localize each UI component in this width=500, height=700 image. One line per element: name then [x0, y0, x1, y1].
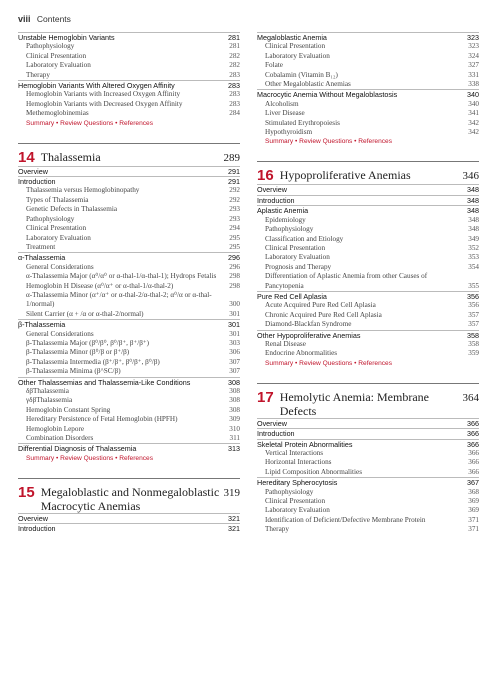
- entry-page: 348: [467, 206, 479, 216]
- entry-title: Silent Carrier (α + /α or α-thal-2/normal): [26, 309, 144, 318]
- toc-subentry[interactable]: [257, 468, 479, 477]
- toc-subentry[interactable]: [257, 497, 479, 506]
- chapter-page: 364: [462, 391, 479, 404]
- entry-title: Liver Disease: [265, 109, 305, 118]
- entry-page: 291: [228, 166, 240, 176]
- entry-title: β-Thalassemia: [18, 320, 66, 330]
- entry-page: 300: [229, 300, 240, 309]
- entry-page: 366: [467, 429, 479, 439]
- entry-title: Unstable Hemoglobin Variants: [18, 33, 115, 42]
- entry-page: 283: [229, 99, 240, 108]
- entry-title: α-Thalassemia Minor (α⁺/α⁺ or α-thal-2/α-thal-2; α⁰/α or α-thal-1/normal): [26, 290, 212, 309]
- toc-subentry[interactable]: [18, 348, 240, 357]
- entry-page: 349: [468, 234, 479, 243]
- toc-heading-entry[interactable]: [257, 291, 479, 301]
- toc-subentry[interactable]: [18, 224, 240, 233]
- entry-title: Therapy: [26, 70, 50, 79]
- toc-subentry[interactable]: [257, 119, 479, 128]
- toc-subentry[interactable]: [257, 235, 479, 244]
- chapter-heading[interactable]: [18, 478, 240, 513]
- entry-title: Classification and Etiology: [265, 234, 344, 243]
- entry-title: Epidemiology: [265, 215, 306, 224]
- entry-title: Renal Disease: [265, 339, 306, 348]
- entry-title: Laboratory Evaluation: [26, 61, 91, 70]
- entry-title: Introduction: [18, 177, 56, 187]
- entry-page: 295: [229, 233, 240, 242]
- entry-page: 367: [467, 478, 479, 488]
- entry-page: 327: [468, 61, 479, 70]
- entry-page: 298: [229, 272, 240, 281]
- toc-subentry[interactable]: [257, 320, 479, 329]
- entry-title: Hypothyroidism: [265, 128, 313, 137]
- toc-heading-entry[interactable]: [257, 418, 479, 428]
- entry-page: 369: [468, 497, 479, 506]
- section-gap: [18, 129, 240, 135]
- entry-page: 366: [467, 439, 479, 449]
- toc-subentry[interactable]: [257, 506, 479, 515]
- entry-title: Treatment: [26, 242, 56, 251]
- chapter-number: 16: [257, 167, 274, 185]
- entry-page: 282: [229, 51, 240, 60]
- entry-title: Laboratory Evaluation: [265, 253, 330, 262]
- entry-page: 308: [228, 377, 240, 387]
- entry-page: 359: [468, 349, 479, 358]
- toc-heading-entry[interactable]: [257, 477, 479, 487]
- toc-subentry[interactable]: [257, 109, 479, 118]
- entry-title: α-Thalassemia: [18, 253, 66, 263]
- chapter-page: 289: [223, 151, 240, 164]
- toc-heading-entry[interactable]: [18, 32, 240, 42]
- entry-page: 310: [229, 424, 240, 433]
- entry-page: 348: [467, 185, 479, 195]
- chapter-section: [257, 383, 479, 535]
- chapter-section: [18, 143, 240, 464]
- entry-page: 342: [468, 128, 479, 137]
- toc-subentry[interactable]: [257, 253, 479, 262]
- entry-page: 321: [228, 513, 240, 523]
- toc-subentry[interactable]: [257, 272, 479, 291]
- entry-title: β-Thalassemia Minor (β⁰/β or β⁺/β): [26, 348, 130, 357]
- toc-subentry[interactable]: [18, 358, 240, 367]
- section-gap: [257, 369, 479, 375]
- toc-subentry[interactable]: [257, 311, 479, 320]
- entry-title: Diamond-Blackfan Syndrome: [265, 320, 352, 329]
- entry-page: 366: [468, 449, 479, 457]
- entry-title: Hereditary Spherocytosis: [257, 478, 338, 488]
- chapter-section: [257, 161, 479, 368]
- toc-heading-entry[interactable]: [18, 319, 240, 329]
- entry-title: Overview: [18, 166, 48, 176]
- toc-heading-entry[interactable]: [18, 80, 240, 90]
- entry-title: Combination Disorders: [26, 434, 94, 443]
- toc-subentry[interactable]: [18, 100, 240, 109]
- entry-page: 283: [229, 90, 240, 99]
- chapter-heading[interactable]: [257, 161, 479, 184]
- toc-subentry[interactable]: [18, 339, 240, 348]
- chapter-section: [18, 478, 240, 534]
- entry-page: 348: [468, 225, 479, 234]
- entry-page: 358: [467, 330, 479, 340]
- chapter-title: Hemolytic Anemia: Membrane Defects: [279, 389, 429, 418]
- entry-page: 281: [228, 33, 240, 42]
- chapter-title: Thalassemia: [40, 149, 101, 164]
- entry-title: Pathophysiology: [26, 42, 75, 51]
- toc-subentry[interactable]: [18, 186, 240, 195]
- toc-subentry[interactable]: [257, 458, 479, 467]
- entry-page: 283: [229, 70, 240, 79]
- chapter-page: 319: [223, 486, 240, 499]
- toc-subentry[interactable]: [257, 128, 479, 137]
- entry-title: Vertical Interactions: [265, 449, 324, 457]
- entry-title: Horizontal Interactions: [265, 458, 332, 467]
- toc-subentry[interactable]: [18, 205, 240, 214]
- entry-page: 340: [467, 90, 479, 100]
- entry-title: Pathophysiology: [26, 214, 75, 223]
- entry-title: Macrocytic Anemia Without Megaloblastosis: [257, 90, 398, 100]
- entry-title: Other Thalassemias and Thalassemia-Like Conditions: [18, 377, 191, 387]
- entry-title: β-Thalassemia Major (β⁰/β⁰, β⁰/β⁺, β⁺/β⁺): [26, 338, 150, 347]
- toc-subentry[interactable]: [18, 310, 240, 319]
- toc-subentry[interactable]: [257, 449, 479, 458]
- toc-heading-entry[interactable]: [257, 428, 479, 438]
- entry-title: Lipid Composition Abnormalities: [265, 467, 363, 476]
- chapter-title: Hypoproliferative Anemias: [279, 168, 411, 183]
- section-gap: [18, 464, 240, 470]
- toc-subentry[interactable]: [18, 243, 240, 252]
- toc-subentry[interactable]: [257, 263, 479, 272]
- toc-subentry[interactable]: [18, 396, 240, 405]
- toc-subentry[interactable]: [18, 330, 240, 339]
- entry-title: Folate: [265, 61, 283, 70]
- toc-subentry[interactable]: [18, 367, 240, 376]
- entry-title: Introduction: [18, 524, 56, 534]
- entry-page: 293: [229, 214, 240, 223]
- entry-page: 311: [229, 434, 240, 443]
- entry-page: 369: [468, 506, 479, 515]
- entry-title: Identification of Deficient/Defective Membrane Protein: [265, 515, 426, 524]
- toc-heading-entry[interactable]: [257, 330, 479, 340]
- entry-title: Overview: [257, 418, 287, 428]
- toc-heading-entry[interactable]: [257, 195, 479, 205]
- toc-heading-entry[interactable]: [257, 205, 479, 215]
- entry-page: 323: [468, 42, 479, 51]
- entry-title: Types of Thalassemia: [26, 195, 89, 204]
- chapter-number: 14: [18, 148, 35, 166]
- toc-subentry[interactable]: [257, 216, 479, 225]
- toc-heading-entry[interactable]: [18, 252, 240, 262]
- entry-title: Stimulated Erythropoiesis: [265, 118, 340, 127]
- entry-page: 298: [229, 281, 240, 290]
- toc-subentry[interactable]: [257, 61, 479, 70]
- entry-page: 292: [229, 186, 240, 195]
- toc-subentry[interactable]: [257, 525, 479, 534]
- toc-subentry[interactable]: [257, 488, 479, 497]
- toc-subentry[interactable]: [18, 71, 240, 80]
- entry-title: Megaloblastic Anemia: [257, 33, 327, 42]
- entry-title: Hemoglobin Variants with Decreased Oxygen Affinity: [26, 99, 183, 108]
- entry-title: Acute Acquired Pure Red Cell Aplasia: [265, 301, 376, 310]
- toc-column-left: [18, 32, 240, 534]
- entry-title: General Considerations: [26, 329, 94, 338]
- entry-title: Introduction: [257, 195, 295, 205]
- entry-title: Prognosis and Therapy: [265, 262, 332, 271]
- entry-title: Introduction: [257, 429, 295, 439]
- entry-page: 296: [229, 262, 240, 271]
- entry-page: 353: [468, 253, 479, 262]
- entry-title: Other Megaloblastic Anemias: [265, 80, 351, 89]
- entry-page: 340: [468, 99, 479, 108]
- toc-subentry[interactable]: [18, 52, 240, 61]
- entry-title: β-Thalassemia Intermedia (β⁺/β⁺, β⁰/β⁺, β⁰/β): [26, 357, 160, 366]
- entry-title: Clinical Presentation: [265, 497, 326, 506]
- toc-heading-entry[interactable]: [18, 377, 240, 387]
- entry-title: Overview: [257, 185, 287, 195]
- entry-title: Methemoglobinemias: [26, 109, 89, 118]
- entry-page: 371: [468, 515, 479, 524]
- entry-page: 348: [468, 215, 479, 224]
- entry-page: 307: [229, 357, 240, 366]
- chapter-page: 346: [462, 170, 479, 183]
- toc-heading-entry[interactable]: [18, 166, 240, 176]
- entry-title: Laboratory Evaluation: [265, 506, 330, 515]
- entry-page: 356: [468, 301, 479, 310]
- entry-page: 303: [229, 338, 240, 347]
- entry-page: 292: [229, 195, 240, 204]
- toc-heading-entry[interactable]: [18, 523, 240, 533]
- summary-links[interactable]: Summary • Review Questions • References: [265, 359, 393, 367]
- entry-title: α-Thalassemia Major (α⁰/α⁰ or α-thal-1/α-thal-1); Hydrops Fetalis: [26, 272, 217, 281]
- entry-title: Pathophysiology: [265, 487, 314, 496]
- entry-title: Genetic Defects in Thalassemia: [26, 205, 118, 214]
- entry-title: Overview: [18, 513, 48, 523]
- entry-page: 281: [229, 42, 240, 51]
- entry-page: 313: [228, 444, 240, 454]
- toc-subentry[interactable]: [18, 234, 240, 243]
- entry-page: 356: [467, 291, 479, 301]
- entry-page: 368: [468, 487, 479, 496]
- toc-subentry[interactable]: [18, 406, 240, 415]
- summary-links[interactable]: Summary • Review Questions • References: [265, 138, 393, 146]
- entry-page: 358: [468, 339, 479, 348]
- entry-page: 284: [229, 109, 240, 118]
- entry-page: 348: [467, 195, 479, 205]
- toc-heading-entry[interactable]: [257, 184, 479, 194]
- entry-page: 309: [229, 415, 240, 424]
- toc-heading-entry[interactable]: [257, 32, 479, 42]
- page-number: viii: [18, 14, 31, 24]
- toc-subentry[interactable]: [18, 387, 240, 396]
- toc-subentry[interactable]: [18, 61, 240, 70]
- toc-subentry[interactable]: [257, 340, 479, 349]
- entry-page: 294: [229, 224, 240, 233]
- entry-page: 282: [229, 61, 240, 70]
- toc-heading-entry[interactable]: [18, 176, 240, 186]
- toc-column-right: [257, 32, 479, 535]
- toc-subentry[interactable]: [18, 263, 240, 272]
- entry-page: 295: [229, 242, 240, 251]
- toc-subentry[interactable]: [257, 349, 479, 358]
- toc-subentry[interactable]: [18, 415, 240, 424]
- running-title: Contents: [36, 14, 71, 24]
- toc-subentry[interactable]: [18, 425, 240, 434]
- continued-section: [18, 32, 240, 129]
- entry-title: Hereditary Persistence of Fetal Hemoglobin (HPFH): [26, 415, 178, 424]
- entry-title: General Considerations: [26, 262, 94, 271]
- entry-title: Hemoglobin H Disease (α⁰/α⁺ or α-thal-1/α-thal-2): [26, 281, 174, 290]
- entry-page: 306: [229, 348, 240, 357]
- entry-title: Aplastic Anemia: [257, 206, 309, 216]
- toc-subentry[interactable]: [257, 225, 479, 234]
- entry-title: Other Hypoproliferative Anemias: [257, 330, 361, 340]
- entry-page: 324: [468, 51, 479, 60]
- entry-page: 366: [467, 418, 479, 428]
- entry-page: 307: [229, 367, 240, 376]
- toc-subentry[interactable]: [257, 42, 479, 51]
- continued-section: [257, 32, 479, 147]
- entry-title: Thalassemia versus Hemoglobinopathy: [26, 186, 140, 195]
- toc-subentry[interactable]: [257, 100, 479, 109]
- entry-page: 283: [228, 81, 240, 91]
- entry-page: 352: [468, 243, 479, 252]
- entry-page: 371: [468, 525, 479, 534]
- entry-title: β-Thalassemia Minima (β^SC/β): [26, 367, 121, 376]
- entry-title: Differential Diagnosis of Thalassemia: [18, 444, 137, 454]
- entry-title: Laboratory Evaluation: [265, 51, 330, 60]
- chapter-heading[interactable]: [18, 143, 240, 166]
- toc-subentry[interactable]: [257, 80, 479, 89]
- entry-page: 308: [229, 396, 240, 405]
- entry-title: Hemoglobin Constant Spring: [26, 405, 111, 414]
- running-header: [18, 14, 71, 24]
- toc-subentry[interactable]: [18, 282, 240, 291]
- summary-links[interactable]: Summary • Review Questions • References: [26, 454, 154, 462]
- toc-subentry[interactable]: [18, 272, 240, 281]
- toc-subentry[interactable]: [18, 42, 240, 51]
- entry-title: Clinical Presentation: [265, 243, 326, 252]
- entry-title: Skeletal Protein Abnormalities: [257, 439, 353, 449]
- entry-page: 301: [228, 320, 240, 330]
- entry-page: 366: [468, 467, 479, 476]
- entry-page: 301: [229, 309, 240, 318]
- entry-page: 296: [228, 253, 240, 263]
- toc-heading-entry[interactable]: [257, 439, 479, 449]
- entry-page: 342: [468, 118, 479, 127]
- entry-title: δβThalassemia: [26, 387, 69, 395]
- entry-title: Clinical Presentation: [26, 51, 87, 60]
- toc-heading-entry[interactable]: [18, 513, 240, 523]
- entry-title: Laboratory Evaluation: [26, 233, 91, 242]
- entry-page: 331: [468, 70, 479, 79]
- toc-subentry[interactable]: [18, 196, 240, 205]
- entry-page: 338: [468, 80, 479, 89]
- toc-subentry[interactable]: [257, 301, 479, 310]
- entry-title: Pure Red Cell Aplasia: [257, 291, 327, 301]
- entry-title: Alcoholism: [265, 99, 299, 108]
- toc-subentry[interactable]: [257, 52, 479, 61]
- toc-heading-entry[interactable]: [257, 89, 479, 99]
- entry-page: 354: [468, 262, 479, 271]
- entry-title: Clinical Presentation: [265, 42, 326, 51]
- entry-title: Endocrine Abnormalities: [265, 349, 338, 358]
- entry-page: 355: [468, 281, 479, 290]
- entry-page: 293: [229, 205, 240, 214]
- entry-title: Hemoglobin Lepore: [26, 424, 85, 433]
- entry-title: Hemoglobin Variants with Increased Oxygen Affinity: [26, 90, 181, 99]
- entry-title: Differentiation of Aplastic Anemia from other Causes of Pancytopenia: [265, 272, 428, 290]
- entry-title: Chronic Acquired Pure Red Cell Aplasia: [265, 310, 382, 319]
- entry-page: 308: [229, 405, 240, 414]
- entry-page: 291: [228, 177, 240, 187]
- toc-heading-entry[interactable]: [18, 443, 240, 453]
- section-gap: [257, 147, 479, 153]
- chapter-title: Megaloblastic and Nonmegaloblastic Macrocytic Anemias: [40, 484, 220, 513]
- entry-title: Hemoglobin Variants With Altered Oxygen Affinity: [18, 81, 175, 91]
- chapter-number: 17: [257, 388, 274, 406]
- toc-subentry[interactable]: [257, 516, 479, 525]
- entry-page: 341: [468, 109, 479, 118]
- entry-page: 321: [228, 524, 240, 534]
- chapter-heading[interactable]: [257, 383, 479, 418]
- entry-page: 301: [229, 329, 240, 338]
- toc-subentry[interactable]: [18, 109, 240, 118]
- entry-title: Cobalamin (Vitamin B₁₂): [265, 70, 338, 79]
- toc-subentry[interactable]: [18, 215, 240, 224]
- entry-page: 357: [468, 310, 479, 319]
- entry-title: Pathophysiology: [265, 225, 314, 234]
- toc-subentry[interactable]: [18, 90, 240, 99]
- toc-subentry[interactable]: [18, 291, 240, 310]
- chapter-number: 15: [18, 483, 35, 501]
- summary-links[interactable]: Summary • Review Questions • References: [26, 119, 154, 127]
- entry-page: 357: [468, 320, 479, 329]
- entry-title: Therapy: [265, 525, 289, 534]
- entry-title: γδβThalassemia: [26, 396, 73, 405]
- entry-page: 366: [468, 458, 479, 467]
- toc-subentry[interactable]: [257, 244, 479, 253]
- toc-subentry[interactable]: [18, 434, 240, 443]
- entry-page: 323: [467, 33, 479, 42]
- entry-title: Clinical Presentation: [26, 224, 87, 233]
- toc-subentry[interactable]: [257, 71, 479, 80]
- entry-page: 308: [229, 387, 240, 395]
